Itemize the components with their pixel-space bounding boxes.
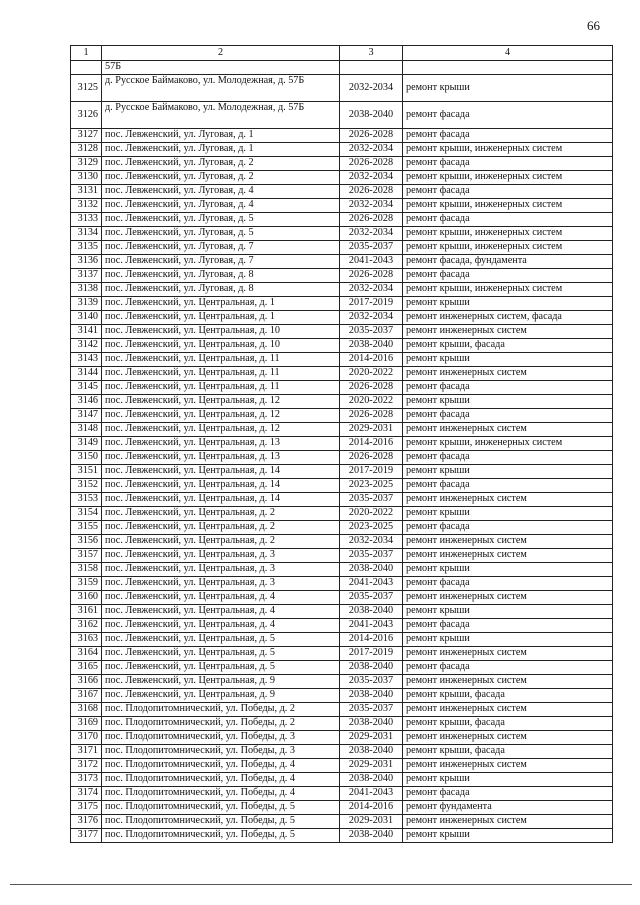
work-type-cell: ремонт инженерных систем [403,759,613,773]
row-number-cell: 3176 [71,815,102,829]
period-cell: 2017-2019 [340,297,403,311]
address-cell: пос. Левженский, ул. Центральная, д. 13 [102,451,340,465]
work-type-cell: ремонт крыши, фасада [403,339,613,353]
table-row [71,549,613,563]
period-cell: 2038-2040 [340,745,403,759]
table-row [71,339,613,353]
address-cell: д. Русское Баймаково, ул. Молодежная, д. 57Б [102,75,340,102]
work-type-cell: ремонт крыши, фасада [403,717,613,731]
work-type-cell: ремонт крыши [403,75,613,102]
address-cell: пос. Левженский, ул. Центральная, д. 11 [102,353,340,367]
continuation-row [71,61,613,75]
period-cell: 2026-2028 [340,129,403,143]
work-type-cell: ремонт крыши [403,297,613,311]
row-number-cell: 3167 [71,689,102,703]
table-row [71,619,613,633]
row-number-cell: 3165 [71,661,102,675]
work-type-cell: ремонт крыши, инженерных систем [403,199,613,213]
row-number-cell: 3129 [71,157,102,171]
table-row [71,577,613,591]
table-row [71,283,613,297]
address-cell: 57Б [102,61,340,75]
work-type-cell: ремонт крыши, фасада [403,745,613,759]
row-number-cell: 3126 [71,102,102,129]
work-type-cell: ремонт крыши [403,829,613,843]
period-cell: 2014-2016 [340,437,403,451]
work-type-cell: ремонт крыши, инженерных систем [403,283,613,297]
period-cell: 2032-2034 [340,171,403,185]
table-row [71,269,613,283]
period-cell: 2026-2028 [340,451,403,465]
address-cell: пос. Левженский, ул. Центральная, д. 5 [102,647,340,661]
address-cell: пос. Левженский, ул. Центральная, д. 14 [102,465,340,479]
address-cell: пос. Левженский, ул. Луговая, д. 7 [102,241,340,255]
row-number-cell: 3137 [71,269,102,283]
address-cell: пос. Плодопитомнический, ул. Победы, д. 2 [102,703,340,717]
address-cell: пос. Плодопитомнический, ул. Победы, д. 5 [102,829,340,843]
period-cell: 2041-2043 [340,255,403,269]
row-number-cell: 3172 [71,759,102,773]
row-number-cell: 3155 [71,521,102,535]
address-cell: пос. Левженский, ул. Центральная, д. 12 [102,409,340,423]
table-row [71,311,613,325]
work-type-cell: ремонт крыши, инженерных систем [403,241,613,255]
row-number-cell: 3154 [71,507,102,521]
column-header-2: 2 [102,46,340,61]
row-number-cell: 3160 [71,591,102,605]
work-type-cell: ремонт фасада [403,521,613,535]
work-type-cell [403,61,613,75]
work-type-cell: ремонт фасада [403,129,613,143]
address-cell: пос. Левженский, ул. Центральная, д. 2 [102,521,340,535]
row-number-cell: 3138 [71,283,102,297]
period-cell: 2038-2040 [340,689,403,703]
period-cell: 2041-2043 [340,619,403,633]
page-number: 66 [587,18,600,33]
row-number-cell: 3127 [71,129,102,143]
table-row [71,815,613,829]
table-row [71,605,613,619]
period-cell: 2041-2043 [340,577,403,591]
table-row [71,703,613,717]
table-row [71,325,613,339]
period-cell: 2020-2022 [340,367,403,381]
row-number-cell: 3149 [71,437,102,451]
row-number-cell: 3136 [71,255,102,269]
row-number-cell: 3139 [71,297,102,311]
period-cell: 2038-2040 [340,829,403,843]
table-row [71,675,613,689]
work-type-cell: ремонт инженерных систем [403,703,613,717]
table-row [71,297,613,311]
period-cell: 2029-2031 [340,423,403,437]
period-cell: 2038-2040 [340,661,403,675]
address-cell: пос. Левженский, ул. Центральная, д. 5 [102,633,340,647]
row-number-cell: 3128 [71,143,102,157]
row-number-cell: 3135 [71,241,102,255]
address-cell: пос. Левженский, ул. Центральная, д. 9 [102,675,340,689]
table-row [71,689,613,703]
table-row [71,213,613,227]
table-row [71,731,613,745]
row-number-cell: 3151 [71,465,102,479]
address-cell: пос. Левженский, ул. Центральная, д. 2 [102,535,340,549]
period-cell: 2026-2028 [340,409,403,423]
row-number-cell: 3175 [71,801,102,815]
table-header-row [71,46,613,61]
table-row [71,465,613,479]
table-row [71,157,613,171]
work-type-cell: ремонт крыши [403,773,613,787]
address-cell: пос. Плодопитомнический, ул. Победы, д. 4 [102,787,340,801]
row-number-cell: 3146 [71,395,102,409]
table-row [71,75,613,102]
row-number-cell: 3153 [71,493,102,507]
table-row [71,102,613,129]
address-cell: пос. Левженский, ул. Центральная, д. 5 [102,661,340,675]
table-row [71,521,613,535]
row-number-cell: 3134 [71,227,102,241]
row-number-cell [71,61,102,75]
period-cell: 2032-2034 [340,199,403,213]
period-cell: 2029-2031 [340,731,403,745]
row-number-cell: 3158 [71,563,102,577]
period-cell: 2035-2037 [340,493,403,507]
address-cell: пос. Плодопитомнический, ул. Победы, д. 3 [102,745,340,759]
work-type-cell: ремонт инженерных систем, фасада [403,311,613,325]
table-row [71,661,613,675]
table-row [71,185,613,199]
table-row [71,241,613,255]
period-cell: 2026-2028 [340,213,403,227]
work-type-cell: ремонт фасада [403,269,613,283]
address-cell: пос. Левженский, ул. Центральная, д. 2 [102,507,340,521]
work-type-cell: ремонт инженерных систем [403,731,613,745]
period-cell: 2038-2040 [340,605,403,619]
period-cell: 2038-2040 [340,563,403,577]
address-cell: пос. Левженский, ул. Луговая, д. 4 [102,199,340,213]
period-cell: 2032-2034 [340,227,403,241]
work-type-cell: ремонт крыши, инженерных систем [403,227,613,241]
address-cell: пос. Левженский, ул. Центральная, д. 10 [102,339,340,353]
work-type-cell: ремонт фасада [403,577,613,591]
row-number-cell: 3162 [71,619,102,633]
row-number-cell: 3168 [71,703,102,717]
table-row [71,409,613,423]
address-cell: пос. Левженский, ул. Центральная, д. 12 [102,423,340,437]
address-cell: пос. Левженский, ул. Центральная, д. 1 [102,311,340,325]
period-cell: 2038-2040 [340,102,403,129]
work-type-cell: ремонт фасада [403,102,613,129]
row-number-cell: 3164 [71,647,102,661]
period-cell: 2029-2031 [340,759,403,773]
period-cell: 2023-2025 [340,479,403,493]
period-cell: 2038-2040 [340,339,403,353]
work-type-cell: ремонт крыши, инженерных систем [403,143,613,157]
table-row [71,563,613,577]
address-cell: пос. Левженский, ул. Луговая, д. 5 [102,213,340,227]
table-row [71,381,613,395]
address-cell: пос. Левженский, ул. Центральная, д. 3 [102,563,340,577]
column-header-1: 1 [71,46,102,61]
period-cell: 2038-2040 [340,773,403,787]
table-row [71,647,613,661]
row-number-cell: 3169 [71,717,102,731]
address-cell: пос. Левженский, ул. Центральная, д. 12 [102,395,340,409]
table-row [71,535,613,549]
row-number-cell: 3130 [71,171,102,185]
table-row [71,829,613,843]
period-cell: 2020-2022 [340,507,403,521]
table-row [71,479,613,493]
address-cell: пос. Левженский, ул. Луговая, д. 4 [102,185,340,199]
period-cell: 2026-2028 [340,157,403,171]
period-cell: 2035-2037 [340,241,403,255]
work-type-cell: ремонт фасада [403,619,613,633]
period-cell: 2035-2037 [340,549,403,563]
work-type-cell: ремонт крыши [403,605,613,619]
table-row [71,437,613,451]
column-header-3: 3 [340,46,403,61]
row-number-cell: 3163 [71,633,102,647]
table-row [71,353,613,367]
table-row [71,171,613,185]
period-cell: 2029-2031 [340,815,403,829]
row-number-cell: 3148 [71,423,102,437]
work-type-cell: ремонт инженерных систем [403,493,613,507]
work-type-cell: ремонт инженерных систем [403,423,613,437]
period-cell: 2032-2034 [340,535,403,549]
period-cell [340,61,403,75]
address-cell: пос. Плодопитомнический, ул. Победы, д. 5 [102,801,340,815]
work-type-cell: ремонт крыши, фасада [403,689,613,703]
row-number-cell: 3177 [71,829,102,843]
period-cell: 2035-2037 [340,703,403,717]
work-type-cell: ремонт крыши, инженерных систем [403,437,613,451]
address-cell: пос. Левженский, ул. Луговая, д. 2 [102,157,340,171]
work-type-cell: ремонт фасада [403,479,613,493]
address-cell: пос. Плодопитомнический, ул. Победы, д. 4 [102,759,340,773]
address-cell: пос. Левженский, ул. Центральная, д. 11 [102,381,340,395]
work-type-cell: ремонт фасада [403,451,613,465]
table-row [71,801,613,815]
row-number-cell: 3144 [71,367,102,381]
table-row [71,745,613,759]
row-number-cell: 3152 [71,479,102,493]
row-number-cell: 3161 [71,605,102,619]
row-number-cell: 3174 [71,787,102,801]
period-cell: 2014-2016 [340,633,403,647]
work-type-cell: ремонт инженерных систем [403,815,613,829]
period-cell: 2041-2043 [340,787,403,801]
address-cell: пос. Плодопитомнический, ул. Победы, д. 3 [102,731,340,745]
table-body [71,61,613,843]
table-row [71,787,613,801]
work-type-cell: ремонт крыши [403,395,613,409]
work-type-cell: ремонт фасада [403,661,613,675]
period-cell: 2035-2037 [340,675,403,689]
table-row [71,255,613,269]
work-type-cell: ремонт фасада [403,157,613,171]
table-row [71,759,613,773]
work-type-cell: ремонт инженерных систем [403,535,613,549]
period-cell: 2020-2022 [340,395,403,409]
address-cell: пос. Левженский, ул. Центральная, д. 11 [102,367,340,381]
address-cell: пос. Левженский, ул. Центральная, д. 13 [102,437,340,451]
address-cell: пос. Левженский, ул. Луговая, д. 1 [102,129,340,143]
row-number-cell: 3150 [71,451,102,465]
row-number-cell: 3140 [71,311,102,325]
row-number-cell: 3156 [71,535,102,549]
address-cell: пос. Левженский, ул. Центральная, д. 14 [102,493,340,507]
address-cell: пос. Левженский, ул. Центральная, д. 14 [102,479,340,493]
address-cell: пос. Левженский, ул. Центральная, д. 3 [102,549,340,563]
work-type-cell: ремонт крыши [403,563,613,577]
table-row [71,717,613,731]
table-row [71,367,613,381]
table-row [71,493,613,507]
table-row [71,773,613,787]
row-number-cell: 3171 [71,745,102,759]
address-cell: пос. Левженский, ул. Луговая, д. 1 [102,143,340,157]
row-number-cell: 3141 [71,325,102,339]
period-cell: 2038-2040 [340,717,403,731]
work-type-cell: ремонт инженерных систем [403,591,613,605]
row-number-cell: 3142 [71,339,102,353]
table-row [71,451,613,465]
row-number-cell: 3159 [71,577,102,591]
period-cell: 2014-2016 [340,801,403,815]
period-cell: 2026-2028 [340,269,403,283]
work-type-cell: ремонт фасада, фундамента [403,255,613,269]
work-type-cell: ремонт крыши, инженерных систем [403,171,613,185]
period-cell: 2023-2025 [340,521,403,535]
row-number-cell: 3166 [71,675,102,689]
period-cell: 2035-2037 [340,325,403,339]
address-cell: пос. Плодопитомнический, ул. Победы, д. 4 [102,773,340,787]
address-cell: пос. Левженский, ул. Луговая, д. 8 [102,283,340,297]
row-number-cell: 3173 [71,773,102,787]
table-row [71,199,613,213]
row-number-cell: 3147 [71,409,102,423]
work-type-cell: ремонт фундамента [403,801,613,815]
work-type-cell: ремонт крыши [403,465,613,479]
work-type-cell: ремонт крыши [403,507,613,521]
row-number-cell: 3125 [71,75,102,102]
bottom-rule [10,884,632,885]
period-cell: 2017-2019 [340,647,403,661]
table-row [71,129,613,143]
table-row [71,507,613,521]
work-type-cell: ремонт инженерных систем [403,647,613,661]
work-type-cell: ремонт крыши [403,353,613,367]
table-row [71,395,613,409]
address-cell: пос. Левженский, ул. Луговая, д. 2 [102,171,340,185]
address-cell: пос. Левженский, ул. Центральная, д. 3 [102,577,340,591]
address-cell: пос. Левженский, ул. Центральная, д. 4 [102,605,340,619]
address-cell: пос. Плодопитомнический, ул. Победы, д. 2 [102,717,340,731]
work-type-cell: ремонт фасада [403,409,613,423]
period-cell: 2017-2019 [340,465,403,479]
table-row [71,143,613,157]
register-table [70,45,613,843]
row-number-cell: 3131 [71,185,102,199]
work-type-cell: ремонт инженерных систем [403,549,613,563]
column-header-4: 4 [403,46,613,61]
address-cell: д. Русское Баймаково, ул. Молодежная, д. 57Б [102,102,340,129]
work-type-cell: ремонт крыши [403,633,613,647]
work-type-cell: ремонт фасада [403,787,613,801]
row-number-cell: 3143 [71,353,102,367]
period-cell: 2032-2034 [340,143,403,157]
table-row [71,227,613,241]
work-type-cell: ремонт инженерных систем [403,367,613,381]
address-cell: пос. Левженский, ул. Центральная, д. 4 [102,591,340,605]
address-cell: пос. Плодопитомнический, ул. Победы, д. 5 [102,815,340,829]
period-cell: 2032-2034 [340,283,403,297]
work-type-cell: ремонт фасада [403,185,613,199]
period-cell: 2026-2028 [340,185,403,199]
row-number-cell: 3170 [71,731,102,745]
row-number-cell: 3133 [71,213,102,227]
period-cell: 2035-2037 [340,591,403,605]
address-cell: пос. Левженский, ул. Центральная, д. 9 [102,689,340,703]
table-row [71,423,613,437]
work-type-cell: ремонт инженерных систем [403,675,613,689]
period-cell: 2032-2034 [340,75,403,102]
address-cell: пос. Левженский, ул. Центральная, д. 10 [102,325,340,339]
table-row [71,633,613,647]
row-number-cell: 3157 [71,549,102,563]
row-number-cell: 3145 [71,381,102,395]
address-cell: пос. Левженский, ул. Центральная, д. 4 [102,619,340,633]
address-cell: пос. Левженский, ул. Центральная, д. 1 [102,297,340,311]
period-cell: 2014-2016 [340,353,403,367]
table-row [71,591,613,605]
work-type-cell: ремонт инженерных систем [403,325,613,339]
work-type-cell: ремонт фасада [403,381,613,395]
work-type-cell: ремонт фасада [403,213,613,227]
address-cell: пос. Левженский, ул. Луговая, д. 5 [102,227,340,241]
row-number-cell: 3132 [71,199,102,213]
period-cell: 2032-2034 [340,311,403,325]
address-cell: пос. Левженский, ул. Луговая, д. 7 [102,255,340,269]
address-cell: пос. Левженский, ул. Луговая, д. 8 [102,269,340,283]
period-cell: 2026-2028 [340,381,403,395]
